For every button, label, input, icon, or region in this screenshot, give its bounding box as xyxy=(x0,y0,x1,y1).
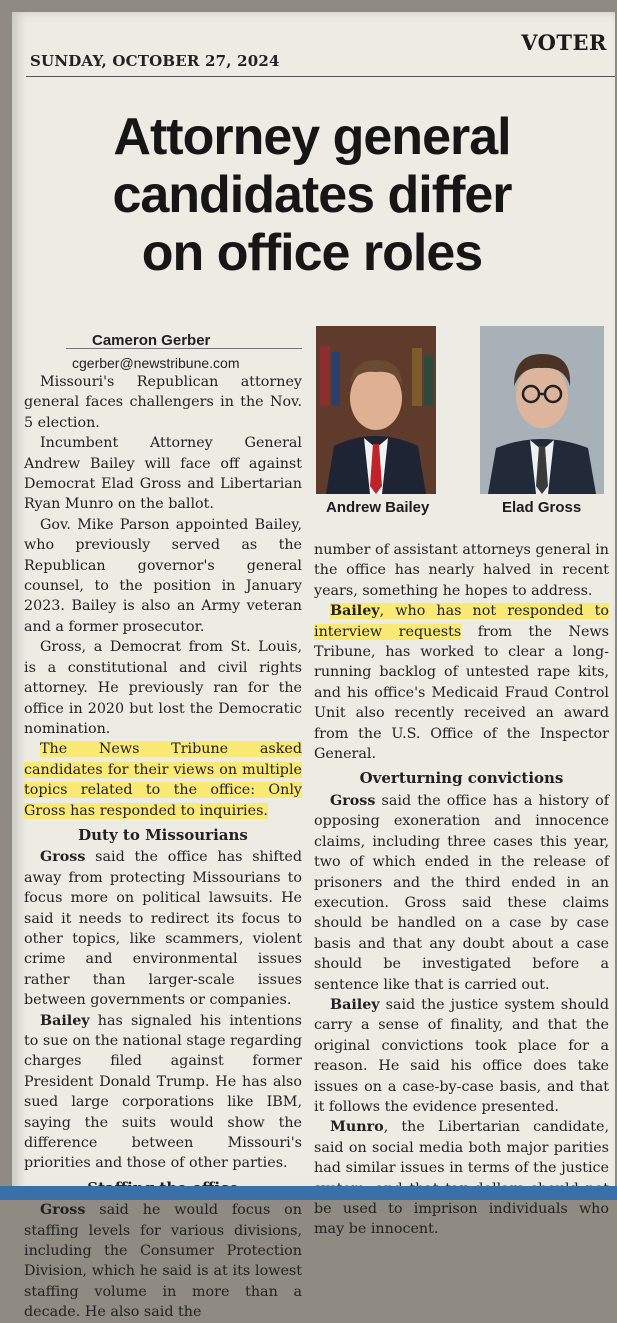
photo-andrew-bailey xyxy=(316,326,436,494)
caption-andrew-bailey: Andrew Bailey xyxy=(326,499,430,516)
section-name: VOTER xyxy=(521,30,607,55)
paragraph-text: said the office has shifted away from protecting Missourians to focus more on political lawsuits. He said it needs to redirect its focus to other topics, like scammers, violent crime and environmental issues rather than larger-scale issues between governments or companies. xyxy=(24,849,302,1009)
paragraph: Gov. Mike Parson appointed Bailey, who previously served as the Republican governor's general counsel, to the position in January 2023. Bailey is also an Army veteran and a former prosecutor. xyxy=(24,516,302,635)
subhead-duty: Duty to Missourians xyxy=(78,825,248,844)
subhead-convictions: Overturning convictions xyxy=(359,769,564,788)
lead-name: Bailey xyxy=(40,1012,90,1029)
caption-elad-gross: Elad Gross xyxy=(502,499,582,516)
paragraph xyxy=(314,995,609,1117)
paragraph xyxy=(314,791,609,995)
paragraph-text: , the Libertarian candidate, said on social media both major parities had similar issues in terms of the justice be used to imprison individuals who may be innocent. xyxy=(314,1119,609,1238)
paragraph-text: said the justice system should carry a sense of finality, and that the original convictions took place for a reason. He said his office does take issues on a case-by-case basis, and that it follows the evidence presented. xyxy=(314,996,609,1115)
paragraph xyxy=(24,847,302,1010)
photo-elad-gross xyxy=(480,326,604,494)
headline-line: candidates differ xyxy=(112,166,512,224)
author-email: cgerber@newstribune.com xyxy=(72,355,240,371)
newspaper-page xyxy=(12,12,615,1321)
headline-line: Attorney general xyxy=(113,108,511,166)
byline: Cameron Gerber xyxy=(92,332,211,349)
article-column-left xyxy=(24,372,302,1323)
paragraph: Missouri's Republican attorney general faces challengers in the Nov. 5 election. xyxy=(24,374,302,431)
lead-name: Bailey xyxy=(330,603,380,620)
lead-name: Gross xyxy=(40,1202,86,1219)
byline-rule xyxy=(66,348,302,349)
paragraph xyxy=(24,1011,302,1174)
paragraph-text: said he would focus on staffing levels for various divisions, including the Consumer Protection Division, which he said is at its lowest staffing volume in more than a decade. He also said the xyxy=(24,1202,302,1321)
paragraph-text: from the News Tribune, has worked to clear a long-running backlog of untested rape kits, and his office's Medicaid Fraud Control Unit also recently received an award from the U.S. Office of the Inspector General. xyxy=(314,623,609,763)
paragraph: Incumbent Attorney General Andrew Bailey will face off against Democrat Elad Gross and Libertarian Ryan Munro on the ballot. xyxy=(24,435,302,513)
paragraph xyxy=(314,601,609,764)
headline-line: on office roles xyxy=(141,224,483,282)
paragraph-text: said the office has a history of opposing exoneration and innocence claims, including three cases this year, two of which ended in the release of prisoners and the third ended in an execution. Gross said these claims should be handled on a case by case basis and that any doubt about a case should be investigated before a sentence like that is carried out. xyxy=(314,792,609,993)
portrait-bailey-icon xyxy=(316,326,436,494)
lead-name: Bailey xyxy=(330,996,380,1013)
lead-name: Gross xyxy=(330,792,376,809)
paragraph-text: has signaled his intentions to sue on the national stage regarding charges filed against former President Donald Trump. He has also sued large corporations like IBM, saying the suits would show the difference between Missouri's priorities and those of other parties. xyxy=(24,1012,302,1172)
lead-name: Munro xyxy=(330,1119,384,1136)
highlighted-text: , who has not responded to interview requests xyxy=(314,603,609,640)
lead-name: Gross xyxy=(40,849,86,866)
dateline: SUNDAY, OCTOBER 27, 2024 xyxy=(30,52,280,70)
highlighted-text: The News Tribune asked candidates for their views on multiple topics related to the office: Only Gross has responded to inquiries. xyxy=(24,741,302,819)
header-rule xyxy=(26,76,615,77)
article-column-right xyxy=(314,540,609,1240)
paragraph-highlighted xyxy=(24,739,302,821)
portrait-gross-icon xyxy=(480,326,604,494)
paragraph: Gross, a Democrat from St. Louis, is a constitutional and civil rights attorney. He previously ran for the office in 2020 but lost the Democratic nomination. xyxy=(24,639,302,737)
paragraph: number of assistant attorneys general in the office has nearly halved in recent years, something he hopes to address. xyxy=(314,542,609,599)
paragraph xyxy=(314,1117,609,1239)
headline xyxy=(32,108,592,282)
table-surface xyxy=(0,1186,617,1200)
paragraph xyxy=(24,1200,302,1322)
